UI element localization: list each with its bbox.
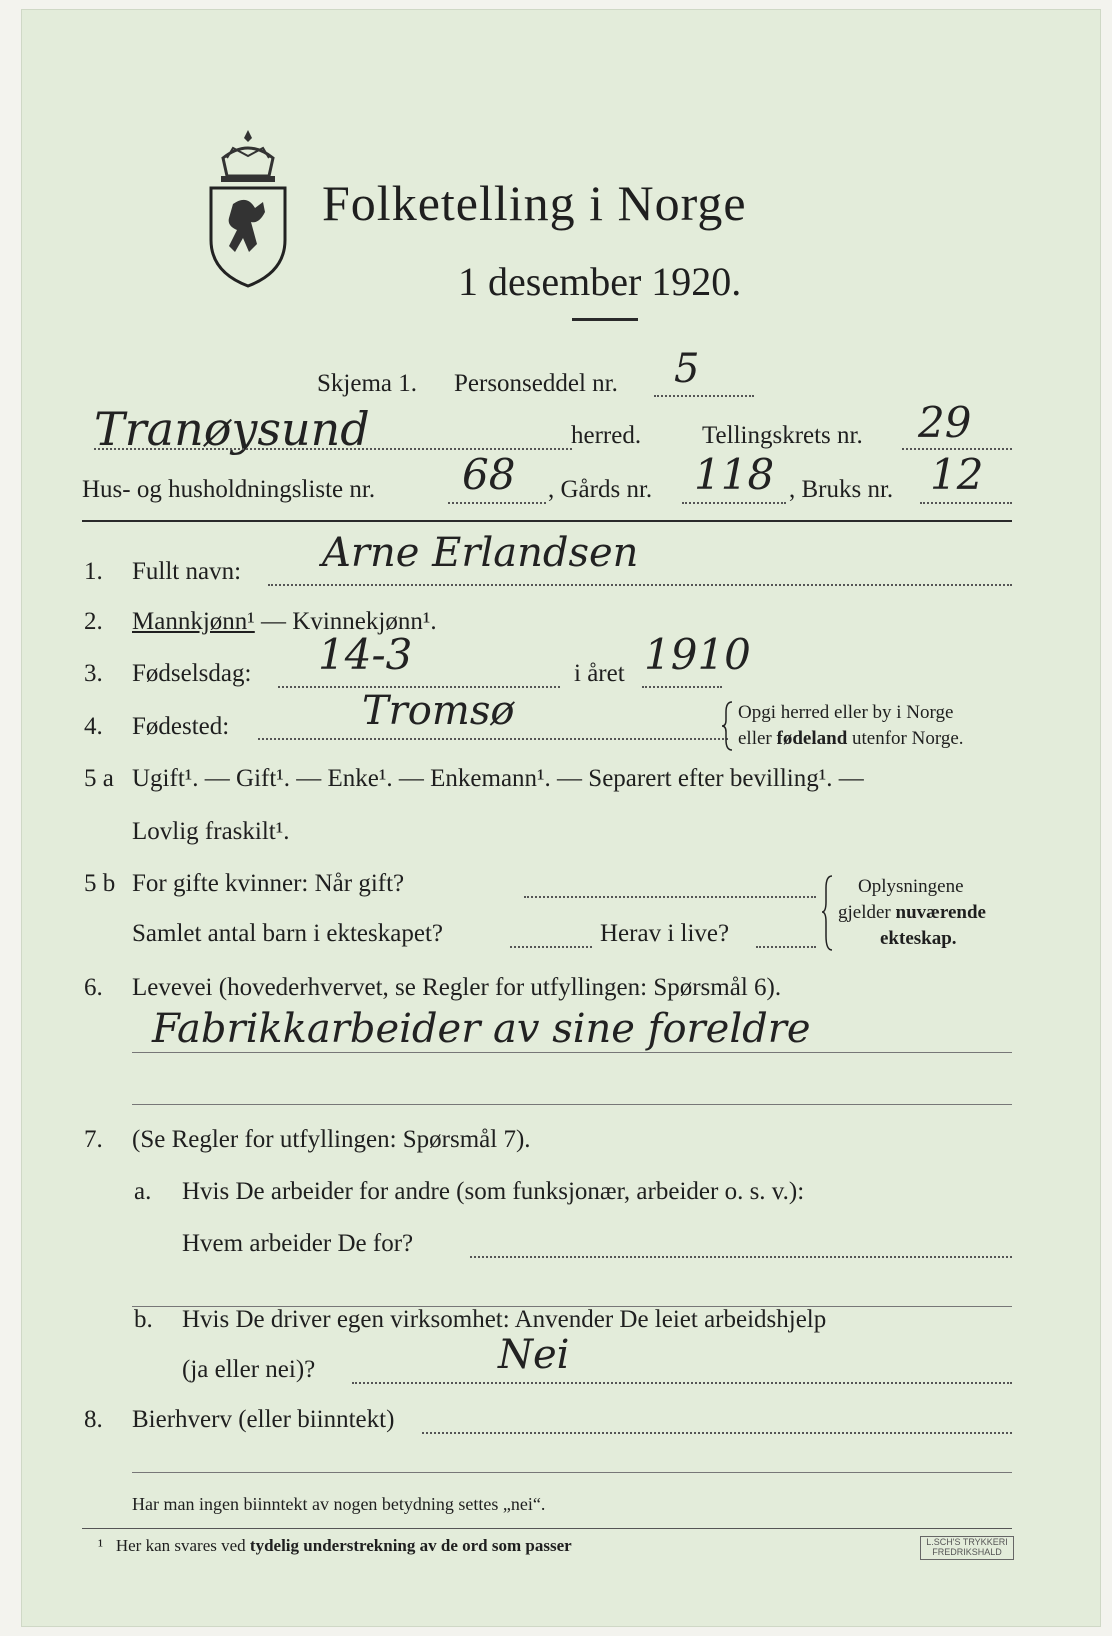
q6-label: Levevei (hovederhvervet, se Regler for utfyllingen: Spørsmål 6). [132, 974, 782, 1001]
q7a-letter: a. [134, 1178, 152, 1205]
q5b-married-when-line [524, 896, 816, 898]
husliste-value[interactable]: 68 [462, 450, 516, 499]
birth-place-value[interactable]: Tromsø [362, 688, 515, 734]
q7a-employer-label: Hvem arbeider De for? [182, 1230, 414, 1257]
birth-year-value[interactable]: 1910 [644, 630, 751, 679]
divorced-option[interactable]: Lovlig fraskilt¹. [132, 818, 290, 845]
gender-female-option[interactable]: Kvinnekjønn¹. [292, 608, 437, 635]
q7-label: (Se Regler for utfyllingen: Spørsmål 7). [132, 1126, 531, 1153]
q4-note-line2: eller fødeland utenfor Norge. [738, 728, 964, 749]
bruks-line [920, 502, 1012, 504]
q5b-brace-icon [822, 874, 836, 952]
q2-number: 2. [84, 608, 103, 635]
tellingskrets-value[interactable]: 29 [918, 398, 972, 447]
q5b-number: 5 b [84, 870, 116, 897]
q8-label: Bierhverv (eller biinntekt) [132, 1406, 395, 1433]
q1-label: Fullt navn: [132, 558, 242, 585]
gender-male-option[interactable]: Mannkjønn¹ [132, 608, 255, 635]
form-title: Folketelling i Norge [322, 175, 747, 231]
q8-extra-line [132, 1472, 1012, 1473]
q3-year-label: i året [574, 660, 625, 687]
gards-label: , Gårds nr. [548, 476, 653, 503]
q7-number: 7. [84, 1126, 103, 1153]
q3-label: Fødselsdag: [132, 660, 252, 687]
q6-line2 [132, 1104, 1012, 1105]
q7a-employer-line [470, 1256, 1012, 1258]
tellingskrets-label: Tellingskrets nr. [702, 422, 863, 449]
q3-number: 3. [84, 660, 103, 687]
q5b-children-line [510, 946, 592, 948]
q7b-label: Hvis De driver egen virksomhet: Anvender De leiet arbeidshjelp [182, 1306, 827, 1333]
q5b-alive-line [756, 946, 816, 948]
q8-number: 8. [84, 1406, 103, 1433]
q5b-note-line2: gjelder nuværende [838, 902, 986, 923]
husliste-label: Hus- og husholdningsliste nr. [82, 476, 376, 503]
gards-line [682, 502, 786, 504]
q5b-note-line1: Oplysningene [858, 876, 964, 897]
q4-line [258, 738, 728, 740]
hired-help-value[interactable]: Nei [498, 1332, 570, 1378]
gards-value[interactable]: 118 [694, 450, 775, 499]
gender-separator: — [254, 608, 293, 635]
q4-number: 4. [84, 713, 103, 740]
birth-date-value[interactable]: 14-3 [318, 630, 413, 679]
q1-line [268, 584, 1012, 586]
bruks-label: , Bruks nr. [789, 476, 894, 503]
q7a-label: Hvis De arbeider for andre (som funksjonær, arbeider o. s. v.): [182, 1178, 805, 1205]
q6-number: 6. [84, 974, 103, 1001]
q8-line [422, 1432, 1012, 1434]
q4-label: Fødested: [132, 713, 230, 740]
personseddel-value[interactable]: 5 [674, 346, 700, 392]
q4-brace-icon [722, 700, 736, 752]
q7b-letter: b. [134, 1306, 153, 1333]
footnote: ¹ Her kan svares ved tydelig understrekning av de ord som passer [98, 1536, 572, 1555]
q3-year-line [642, 686, 722, 688]
q7b-yes-no-line [352, 1382, 1012, 1384]
marital-status-options[interactable]: Ugift¹. — Gift¹. — Enke¹. — Enkemann¹. — Separert efter bevilling¹. — [132, 765, 864, 792]
bruks-value[interactable]: 12 [930, 450, 984, 499]
personseddel-label: Personseddel nr. [454, 370, 618, 397]
footnote-divider [82, 1528, 1012, 1529]
title-divider [572, 318, 638, 321]
census-date: 1 desember 1920. [458, 259, 742, 304]
q5a-number: 5 a [84, 765, 114, 792]
census-form-page [22, 10, 1100, 1626]
personseddel-line [654, 395, 754, 397]
q1-number: 1. [84, 558, 103, 585]
q5b-note-line3: ekteskap. [880, 928, 957, 949]
herred-value[interactable]: Tranøysund [94, 402, 370, 456]
norwegian-coat-of-arms-icon [205, 128, 291, 288]
occupation-value[interactable]: Fabrikkarbeider av sine foreldre [152, 1006, 811, 1052]
q6-line1 [132, 1052, 1012, 1053]
header-divider [82, 520, 1012, 522]
husliste-line [448, 502, 546, 504]
printer-stamp: L.SCH'S TRYKKERI FREDRIKSHALD [920, 1536, 1014, 1560]
q4-note-line1: Opgi herred eller by i Norge [738, 702, 954, 723]
skjema-label: Skjema 1. [317, 370, 417, 397]
herred-label: herred. [571, 422, 642, 449]
q5b-married-when-label: For gifte kvinner: Når gift? [132, 870, 405, 897]
footer-note: Har man ingen biinntekt av nogen betydning settes „nei“. [132, 1494, 546, 1514]
q5b-alive-label: Herav i live? [600, 920, 730, 947]
q7b-yes-no-label: (ja eller nei)? [182, 1356, 316, 1383]
q5b-children-label: Samlet antal barn i ekteskapet? [132, 920, 443, 947]
full-name-value[interactable]: Arne Erlandsen [322, 530, 639, 576]
